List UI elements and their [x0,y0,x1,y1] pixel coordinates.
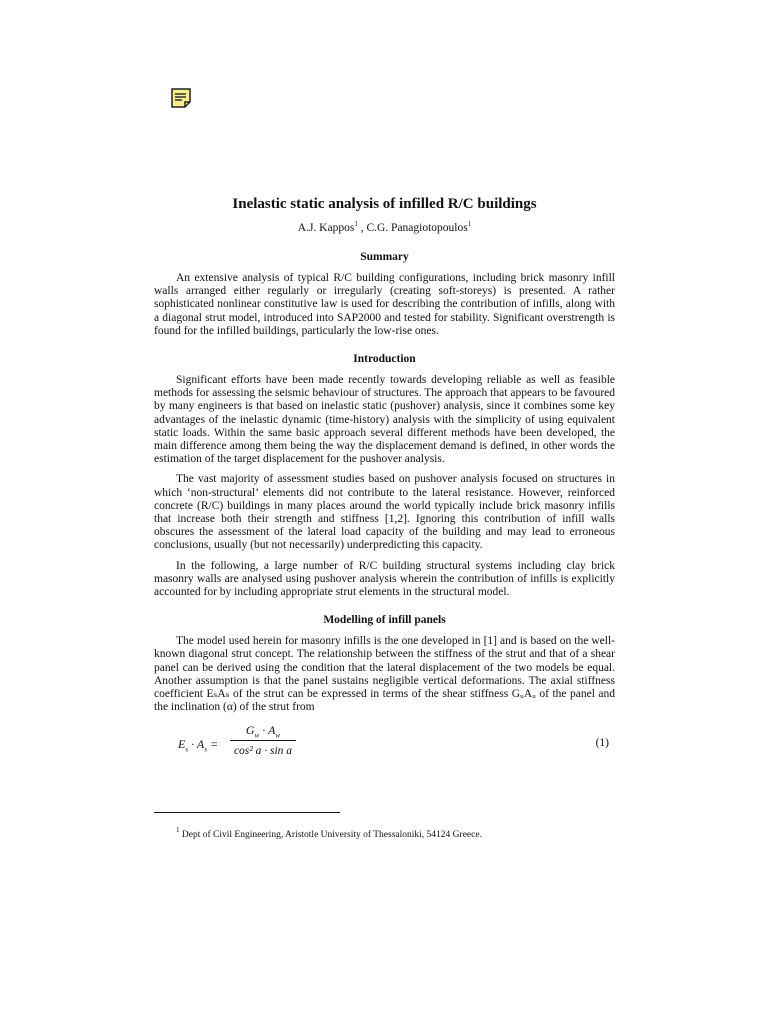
equation-1 [154,721,615,771]
section-heading-introduction: Introduction [353,353,416,366]
equation-fraction [230,721,296,759]
sticky-note-icon[interactable] [170,87,192,109]
paper-body [154,194,615,771]
affiliation-marker: 1 [467,220,472,228]
footnote-text: Dept of Civil Engineering, Aristotle University of Thessaloniki, 54124 Greece. [179,830,482,840]
introduction-paragraph: The vast majority of assessment studies based on pushover analysis focused on structures in which ‘non-structural’ elements did not contribute to the lateral resistance. However, reinforced concrete (R/C) buildings in many places around the world typically include brick masonry infills that increase both their strength and stiffness [1,2]. Ignoring this contribution of infill walls obscures the assessment of the lateral load capacity of the building and may lead to erroneous conclusions, usually (but not necessarily) underpredicting this capacity. [154,473,615,552]
introduction-paragraph: Significant efforts have been made recently towards developing reliable as well as feasible methods for assessing the seismic behaviour of structures. The approach that appears to be favoured by many engineers is that based on inelastic static (pushover) analysis, since it combines some key advantages of the inelastic dynamic (time-history) analysis with the simplicity of using equivalent static loads. Within the same basic approach several different methods have been developed, the main difference among them being the way the displacement demand is defined, in other words the estimation of the target displacement for the pushover analysis. [154,374,615,466]
section-heading-modelling: Modelling of infill panels [323,614,446,627]
fraction-bar [230,740,296,741]
author-kappos: A.J. Kappos [297,222,355,234]
author-panagiotopoulos: , C.G. Panagiotopoulos [357,222,468,234]
introduction-paragraph: In the following, a large number of R/C building structural systems including clay brick masonry walls are analysed using pushover analysis wherein the contribution of infills is explicitly accounted for by including appropriate strut elements in the structural model. [154,559,615,599]
equation-numerator: $G_w \cdot A_w$ [245,723,281,740]
equation-lhs: $E_s \cdot A_s$ = [178,737,219,754]
equation-denominator: cos² a · sin a [233,745,293,758]
summary-paragraph: An extensive analysis of typical R/C building configurations, including brick masonry infill walls arranged either regularly or irregularly (creating soft-storeys) is presented. A rather sophisticated nonlinear constitutive law is used for describing the contribution of infills, along with a diagonal strut model, introduced into SAP2000 and tested for stability. Significant overstrength is found for the infilled buildings, particularly the low-rise ones. [154,272,615,337]
equation-number: (1) [595,737,609,750]
affiliation-marker: 1 [354,220,358,228]
footnote-marker: 1 [176,826,180,834]
footnote [176,824,482,841]
modelling-paragraph: The model used herein for masonry infills is the one developed in [1] and is based on the well-known diagonal strut concept. The relationship between the stiffness of the strut and that of a shear panel can be derived using the condition that the lateral displacement of the two models be equal. Another assumption is that the panel sustains negligible vertical deformations. The axial stiffness coefficient EₛAₛ of the strut can be expressed in terms of the shear stiffness GᵤAᵤ of the panel and the inclination (α) of the strut from [154,635,615,714]
paper-title: Inelastic static analysis of infilled R/C buildings [232,196,537,212]
section-heading-summary: Summary [360,251,409,263]
footnote-separator [154,812,340,813]
author-list [154,216,615,236]
